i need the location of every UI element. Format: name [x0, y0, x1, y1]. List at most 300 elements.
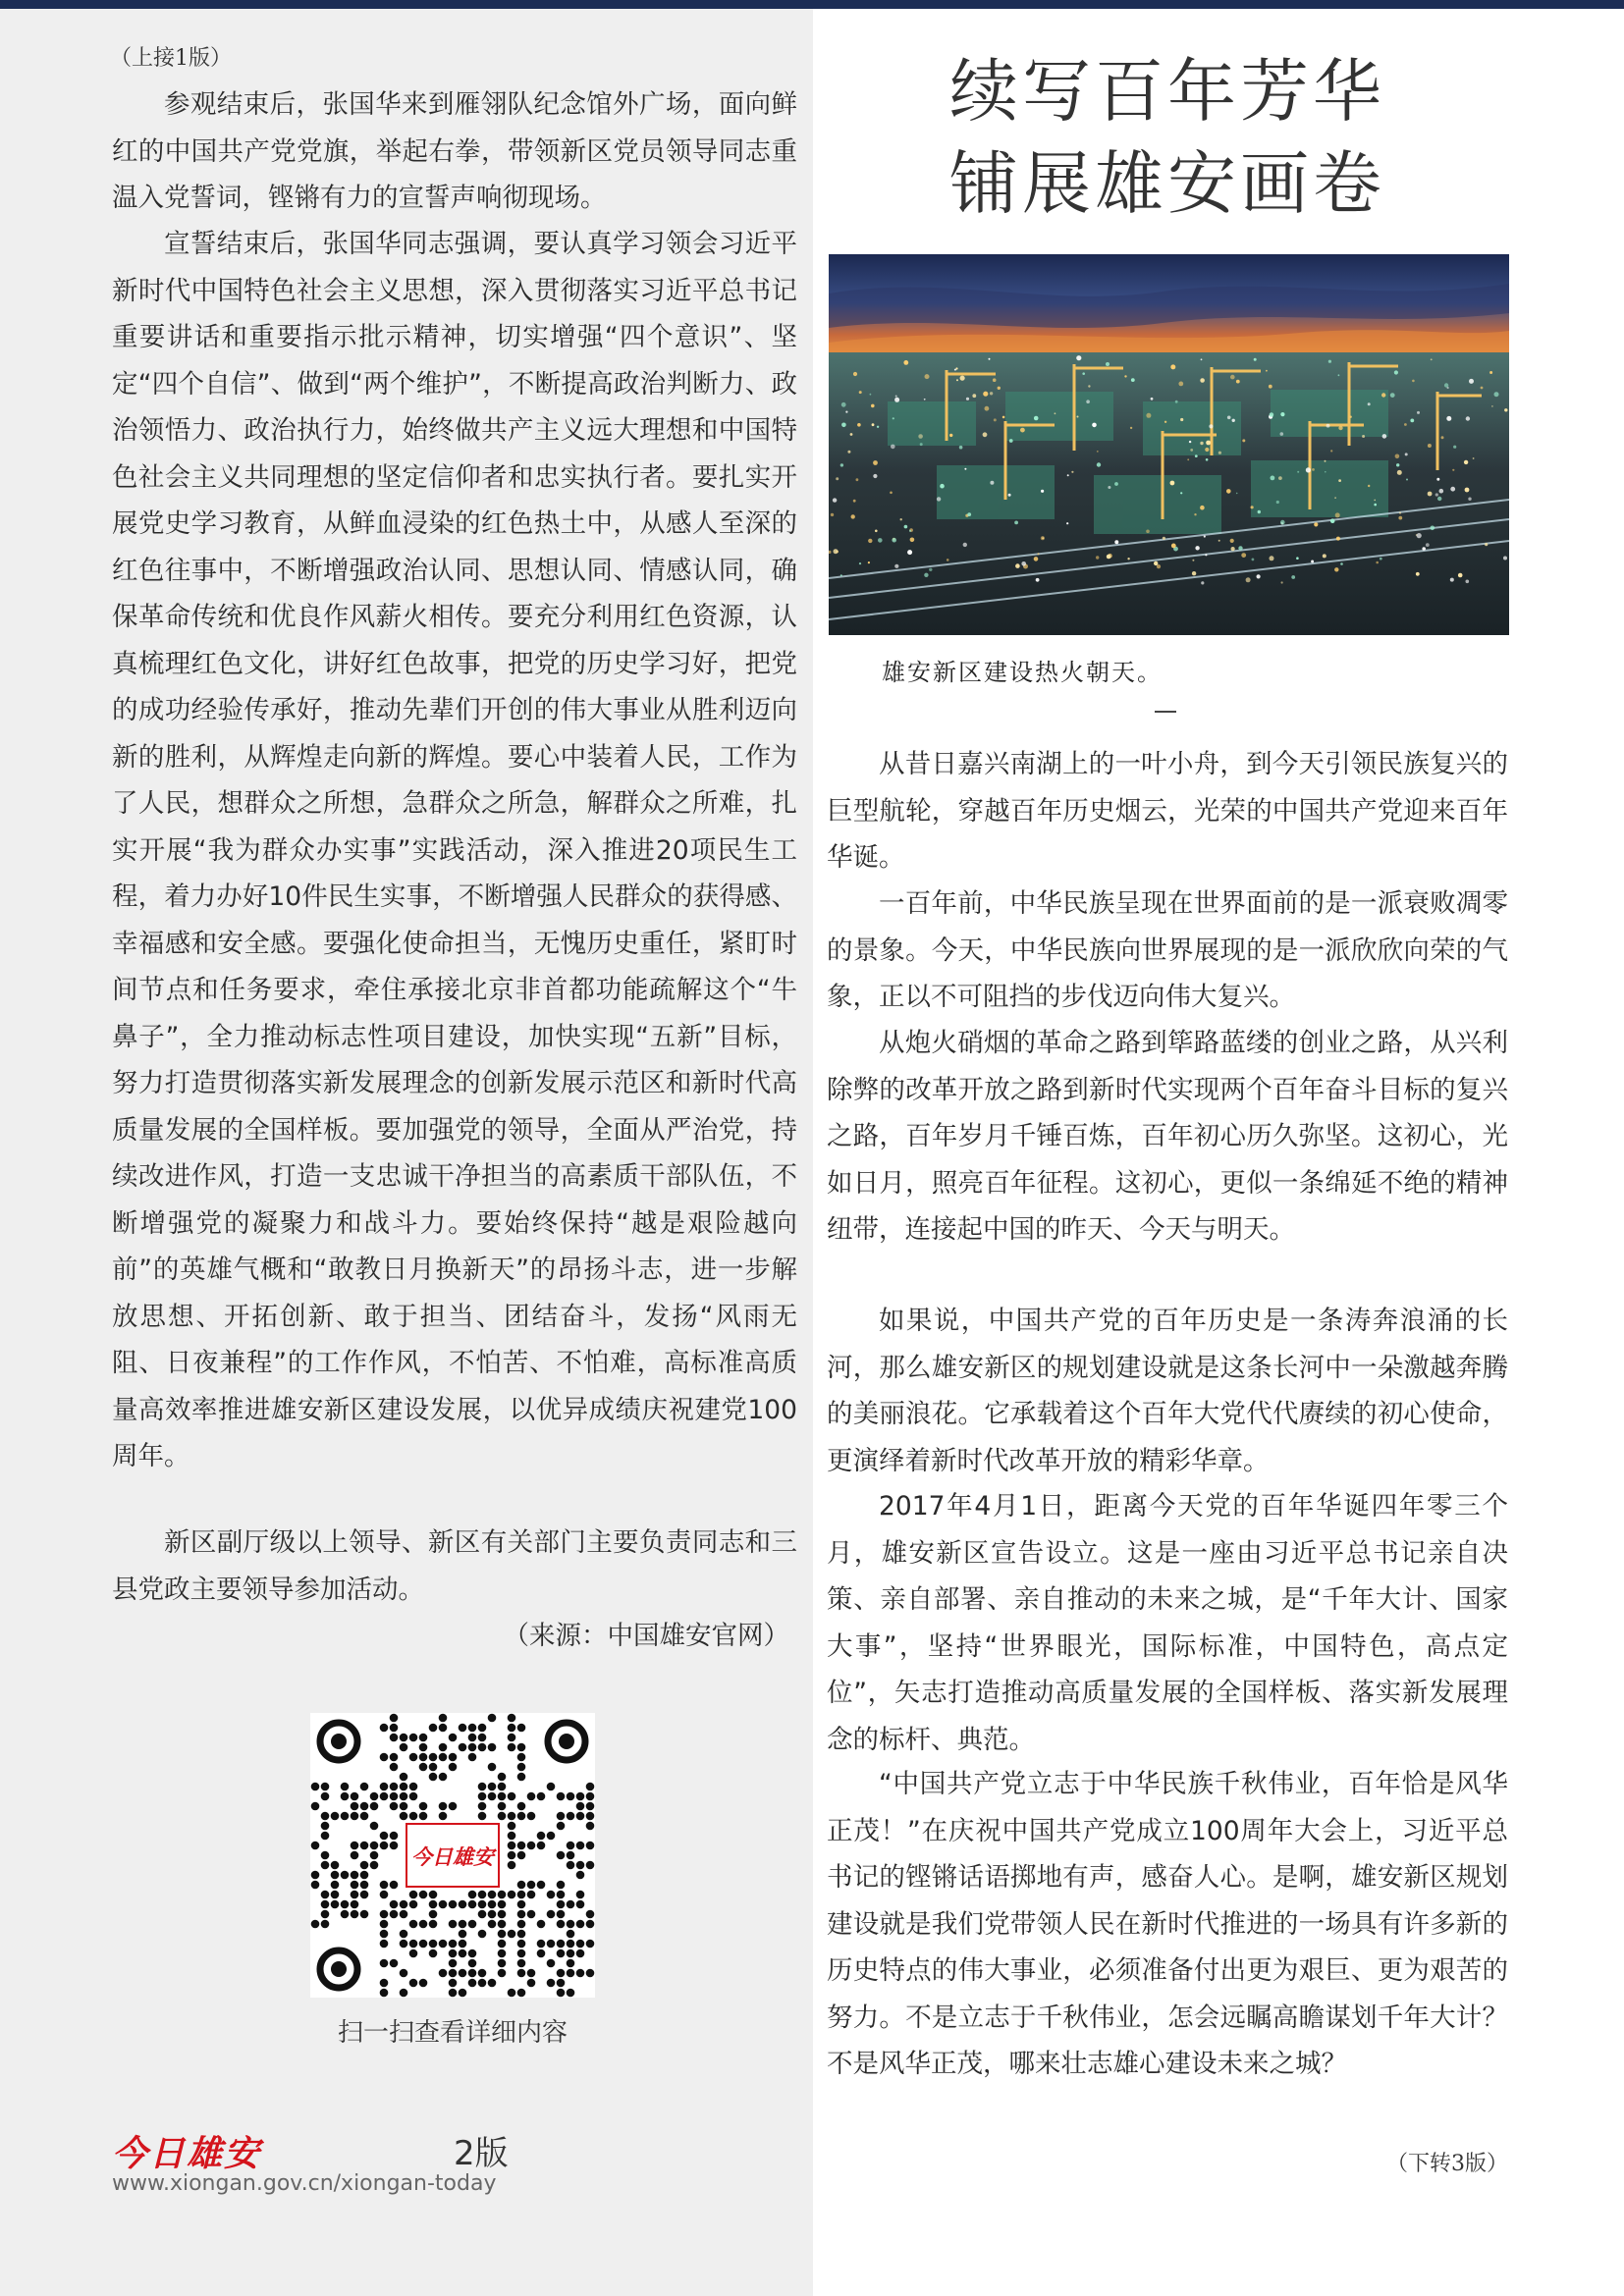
city-light	[1381, 393, 1385, 397]
qr-dot	[311, 1881, 320, 1890]
continued-to-note: （下转3版）	[1386, 2152, 1508, 2176]
qr-dot	[567, 1930, 575, 1939]
city-light	[1252, 559, 1255, 561]
city-light	[841, 402, 846, 407]
qr-dot	[488, 1714, 497, 1723]
city-light	[1503, 557, 1507, 561]
city-light	[872, 423, 875, 426]
qr-dot	[576, 1969, 585, 1978]
qr-dot	[567, 1842, 575, 1850]
qr-dot	[449, 1979, 458, 1988]
qr-dot	[409, 1783, 418, 1791]
qr-dot	[576, 1802, 585, 1811]
city-light	[1458, 573, 1463, 578]
city-light	[1071, 471, 1073, 473]
city-light	[960, 376, 965, 381]
city-light	[1124, 375, 1126, 377]
qr-dot	[321, 1812, 330, 1821]
qr-dot	[567, 1861, 575, 1870]
city-light	[1398, 516, 1402, 520]
qr-dot	[390, 1802, 399, 1811]
city-light	[1082, 372, 1085, 375]
headline-line-1: 续写百年芳华	[949, 51, 1385, 132]
qr-dot	[468, 1743, 477, 1752]
city-light	[890, 492, 893, 495]
qr-dot	[321, 1910, 330, 1919]
city-light	[972, 394, 976, 398]
qr-dot	[576, 1871, 585, 1880]
qr-dot	[351, 1910, 359, 1919]
qr-dot	[341, 1792, 350, 1801]
qr-dot	[498, 1802, 507, 1811]
qr-dot	[557, 1940, 566, 1949]
qr-dot	[567, 1949, 575, 1958]
qr-dot	[459, 1724, 467, 1733]
qr-dot	[341, 1783, 350, 1791]
qr-dot	[488, 1979, 497, 1988]
qr-dot	[468, 1969, 477, 1978]
city-light	[1206, 458, 1209, 461]
qr-dot	[478, 1930, 487, 1939]
city-light	[856, 478, 859, 481]
qr-dot	[390, 1900, 399, 1909]
qr-dot	[449, 1920, 458, 1929]
qr-dot	[517, 1959, 526, 1968]
city-light	[1439, 489, 1444, 494]
qr-dot	[380, 1920, 389, 1929]
city-light	[877, 426, 879, 428]
qr-dot	[557, 1792, 566, 1801]
qr-dot	[567, 1969, 575, 1978]
qr-dot	[380, 1792, 389, 1801]
city-light	[1189, 441, 1191, 443]
city-light	[1106, 362, 1110, 366]
city-light	[963, 543, 967, 547]
qr-dot	[351, 1851, 359, 1860]
qr-dot	[557, 1920, 566, 1929]
city-light	[1280, 432, 1284, 436]
city-light	[949, 434, 952, 437]
qr-dot	[380, 1753, 389, 1762]
qr-dot	[341, 1812, 350, 1821]
right-paragraph-4: 如果说，中国共产党的百年历史是一条涛奔浪涌的长河，那么雄安新区的规划建设就是这条长河中一朵激越奔腾的美丽浪花。它承载着这个百年大党代代赓续的初心使命，更演绎着新时代改革开放的精彩华章。	[827, 1306, 1508, 1476]
qr-dot	[351, 1792, 359, 1801]
city-light	[893, 417, 894, 419]
qr-dot	[517, 1753, 526, 1762]
qr-dot	[567, 1812, 575, 1821]
city-light	[831, 513, 834, 516]
qr-dot	[311, 1802, 320, 1811]
qr-dot	[468, 1724, 477, 1733]
left-paragraph-speech: 宣誓结束后，张国华同志强调，要认真学习领会习近平新时代中国特色社会主义思想，深入贯彻落实习近平总书记重要讲话和重要指示批示精神，切实增强“四个意识”、坚定“四个自信”、做到“两个维护”，不断提高政治判断力、政治领悟力、政治执行力，始终做共产主义远大理想和中国特色社会主义共同理想的坚定信仰者和忠实执行者。要扎实开展党史学习教育，从鲜血浸染的红色热土中，从感人至深的红色往事中，不断增强政治认同、思想认同、情感认同，确保革命传统和优良作风薪火相传。要充分利用红色资源，认真梳理红色文化，讲好红色故事，把党的历史学习好，把党的成功经验传承好，推动先辈们开创的伟大事业从胜利迈向新的胜利，从辉煌走向新的辉煌。要心中装着人民，工作为了人民，想群众之所想，急群众之所急，解群众之所难，扎实开展“我为群众办实事”实践活动，深入推进20项民生工程，着力办好10件民生实事，不断增强人民群众的获得感、幸福感和安全感。要强化使命担当，无愧历史重任，紧盯时间节点和任务要求，牵住承接北京非首都功能疏解这个“牛鼻子”，全力推动标志性项目建设，加快实现“五新”目标，努力打造贯彻落实新发展理念的创新发展示范区和新时代高质量发展的全国样板。要加强党的领导，全面从严治党，持续改进作风，打造一支忠诚干净担当的高素质干部队伍，不断增强党的凝聚力和战斗力。要始终保持“越是艰险越向前”的英雄气概和“敢教日月换新天”的昂扬斗志，进一步解放思想、开拓创新、敢于担当、团结奋斗，发扬“风雨无阻、日夜兼程”的工作作风，不怕苦、不怕难，高标准高质量高效率推进雄安新区建设发展，以优异成绩庆祝建党100周年。	[112, 229, 797, 1471]
city-light	[875, 530, 878, 533]
qr-dot	[576, 1900, 585, 1909]
city-light	[1468, 498, 1471, 501]
qr-dot	[331, 1861, 340, 1870]
city-light	[1441, 436, 1444, 439]
qr-dot	[380, 1842, 389, 1850]
city-light	[1092, 423, 1097, 428]
city-light	[1175, 400, 1178, 403]
qr-dot	[400, 1802, 408, 1811]
qr-dot	[459, 1949, 467, 1958]
qr-dot	[576, 1792, 585, 1801]
qr-dot	[488, 1743, 497, 1752]
qr-dot	[478, 1734, 487, 1742]
qr-dot	[370, 1842, 379, 1850]
city-light	[1311, 561, 1314, 563]
city-light	[1231, 547, 1235, 551]
city-light	[1489, 371, 1492, 374]
city-light	[1314, 522, 1318, 526]
city-light	[1236, 493, 1238, 495]
qr-dot	[351, 1802, 359, 1811]
qr-dot	[370, 1861, 379, 1870]
city-light	[1180, 492, 1182, 494]
city-light	[1218, 540, 1220, 542]
city-light	[1107, 555, 1111, 560]
qr-dot	[468, 1753, 477, 1762]
qr-dot	[567, 1792, 575, 1801]
city-light	[1395, 454, 1400, 459]
qr-dot	[390, 1832, 399, 1841]
qr-code[interactable]	[310, 1713, 595, 1998]
city-light	[1195, 546, 1199, 550]
city-light	[1437, 497, 1441, 501]
qr-dot	[508, 1851, 516, 1860]
city-light	[990, 392, 993, 395]
qr-dot	[517, 1920, 526, 1929]
qr-dot	[321, 1861, 330, 1870]
city-light	[870, 394, 872, 396]
city-light	[985, 406, 990, 411]
qr-dot	[537, 1940, 546, 1949]
qr-dot	[586, 1792, 595, 1801]
qr-dot	[409, 1940, 418, 1949]
city-light	[834, 549, 839, 554]
city-light	[1154, 561, 1158, 565]
qr-dot	[449, 1949, 458, 1958]
qr-dot	[390, 1753, 399, 1762]
qr-dot	[419, 1920, 428, 1929]
qr-dot	[547, 1940, 556, 1949]
city-light	[918, 434, 923, 439]
city-light	[1399, 511, 1401, 513]
city-light	[910, 538, 915, 543]
city-light	[959, 446, 963, 450]
city-light	[1380, 558, 1382, 561]
qr-dot	[557, 1989, 566, 1998]
qr-dot	[409, 1753, 418, 1762]
city-light	[1200, 506, 1205, 510]
qr-dot	[311, 1783, 320, 1791]
qr-dot	[341, 1900, 350, 1909]
qr-dot	[576, 1891, 585, 1899]
city-light	[1396, 463, 1399, 466]
city-light	[1194, 513, 1196, 515]
city-light	[1325, 460, 1326, 462]
city-light	[1338, 374, 1340, 376]
city-light	[1021, 561, 1026, 566]
qr-dot	[567, 1940, 575, 1949]
city-light	[967, 512, 971, 516]
city-light	[983, 392, 988, 397]
city-light	[1077, 416, 1079, 418]
city-light	[1312, 468, 1315, 471]
city-light	[895, 396, 897, 398]
city-light	[1114, 482, 1118, 486]
city-light	[1270, 556, 1274, 561]
city-light	[1504, 408, 1507, 411]
city-light	[1280, 520, 1285, 525]
city-light	[1232, 419, 1235, 422]
city-light	[1266, 370, 1268, 372]
city-light	[1291, 575, 1295, 579]
qr-dot	[488, 1792, 497, 1801]
qr-dot	[517, 1724, 526, 1733]
city-light	[1178, 382, 1183, 387]
city-light	[1390, 393, 1395, 398]
qr-dot	[468, 1949, 477, 1958]
city-light	[1397, 470, 1402, 475]
publication-logo: 今日雄安	[112, 2133, 262, 2174]
qr-dot	[360, 1861, 369, 1870]
qr-dot	[400, 1940, 408, 1949]
qr-dot	[400, 1989, 408, 1998]
qr-dot	[409, 1949, 418, 1958]
city-light	[1127, 558, 1129, 560]
qr-dot	[557, 1881, 566, 1890]
qr-dot	[370, 1851, 379, 1860]
qr-dot	[508, 1842, 516, 1850]
city-light	[1067, 474, 1069, 476]
qr-dot	[498, 1949, 507, 1958]
qr-dot	[459, 1940, 467, 1949]
qr-dot	[370, 1822, 379, 1831]
city-light	[1038, 553, 1040, 555]
city-light	[1097, 462, 1101, 466]
qr-dot	[360, 1802, 369, 1811]
qr-dot	[517, 1812, 526, 1821]
qr-dot	[390, 1842, 399, 1850]
qr-dot	[311, 1842, 320, 1850]
qr-dot	[567, 1920, 575, 1929]
construction-night-photo	[829, 254, 1509, 635]
city-light	[850, 433, 853, 436]
qr-dot	[517, 1900, 526, 1909]
qr-dot	[331, 1871, 340, 1880]
qr-dot	[341, 1871, 350, 1880]
qr-dot	[517, 1842, 526, 1850]
qr-dot	[351, 1900, 359, 1909]
qr-dot	[459, 1900, 467, 1909]
photo-illustration	[829, 254, 1509, 635]
qr-dot	[468, 1900, 477, 1909]
qr-dot	[449, 1940, 458, 1949]
qr-dot	[586, 1920, 595, 1929]
qr-dot	[498, 1783, 507, 1791]
city-light	[1374, 500, 1376, 502]
qr-dot	[419, 1743, 428, 1752]
city-light	[1170, 364, 1175, 369]
qr-dot	[478, 1783, 487, 1791]
city-light	[1412, 380, 1415, 383]
qr-dot	[390, 1959, 399, 1968]
city-light	[903, 360, 908, 365]
qr-dot	[547, 1979, 556, 1988]
qr-dot	[449, 1989, 458, 1998]
qr-dot	[380, 1940, 389, 1949]
city-light	[1431, 526, 1435, 531]
qr-dot	[557, 1900, 566, 1909]
city-light	[983, 432, 988, 437]
qr-dot	[380, 1881, 389, 1890]
qr-dot	[468, 1734, 477, 1742]
city-light	[1201, 581, 1204, 584]
city-light	[1446, 416, 1451, 421]
qr-dot	[360, 1842, 369, 1850]
city-light	[998, 387, 1001, 390]
city-light	[1435, 493, 1438, 496]
city-light	[1376, 561, 1379, 564]
qr-dot	[380, 1989, 389, 1998]
city-light	[1416, 572, 1420, 576]
qr-dot	[400, 1812, 408, 1821]
qr-dot	[468, 1959, 477, 1968]
qr-dot	[517, 1891, 526, 1899]
qr-dot	[478, 1743, 487, 1752]
qr-dot	[508, 1930, 516, 1939]
qr-dot	[439, 1724, 448, 1733]
city-light	[1034, 416, 1039, 421]
city-light	[1200, 378, 1205, 383]
qr-dot	[351, 1891, 359, 1899]
qr-dot	[517, 1949, 526, 1958]
qr-dot	[341, 1910, 350, 1919]
website-url[interactable]: www.xiongan.gov.cn/xiongan-today	[112, 2171, 497, 2196]
qr-dot	[390, 1881, 399, 1890]
qr-dot	[468, 1891, 477, 1899]
city-light	[900, 518, 902, 520]
city-light	[1417, 411, 1420, 414]
qr-dot	[557, 1851, 566, 1860]
qr-dot	[488, 1783, 497, 1791]
qr-dot	[321, 1900, 330, 1909]
city-light	[1055, 412, 1056, 414]
city-light	[1280, 412, 1284, 416]
qr-dot	[537, 1881, 546, 1890]
qr-dot	[400, 1783, 408, 1791]
city-light	[1076, 355, 1081, 360]
qr-dot	[419, 1802, 428, 1811]
city-light	[1180, 418, 1183, 421]
qr-dot	[557, 1979, 566, 1988]
qr-dot	[508, 1812, 516, 1821]
qr-dot	[380, 1959, 389, 1968]
qr-dot	[547, 1832, 556, 1841]
city-light	[1330, 450, 1332, 452]
qr-dot	[517, 1802, 526, 1811]
city-light	[1146, 413, 1151, 418]
qr-dot	[508, 1792, 516, 1801]
qr-dot	[400, 1930, 408, 1939]
qr-dot	[439, 1812, 448, 1821]
city-light	[853, 372, 857, 376]
qr-dot	[370, 1802, 379, 1811]
qr-dot	[547, 1891, 556, 1899]
qr-dot	[468, 1920, 477, 1929]
qr-dot	[321, 1891, 330, 1899]
qr-dot	[537, 1949, 546, 1958]
qr-dot	[557, 1910, 566, 1919]
source-note: （来源：中国雄安官网）	[503, 1621, 789, 1651]
qr-dot	[576, 1812, 585, 1821]
qr-dot	[557, 1969, 566, 1978]
qr-dot	[478, 1812, 487, 1821]
qr-dot	[351, 1881, 359, 1890]
qr-dot	[468, 1979, 477, 1988]
qr-dot	[517, 1881, 526, 1890]
qr-dot	[400, 1792, 408, 1801]
qr-dot	[321, 1822, 330, 1831]
qr-dot	[360, 1812, 369, 1821]
city-light	[1306, 467, 1311, 472]
city-light	[1338, 426, 1342, 430]
city-light	[929, 568, 932, 571]
qr-dot	[517, 1930, 526, 1939]
qr-dot	[537, 1842, 546, 1850]
city-light	[1450, 487, 1455, 492]
city-light	[940, 484, 945, 489]
qr-dot	[400, 1900, 408, 1909]
qr-dot	[380, 1783, 389, 1791]
qr-dot	[360, 1783, 369, 1791]
qr-dot	[586, 1812, 595, 1821]
right-paragraph-5: 2017年4月1日，距离今天党的百年华诞四年零三个月，雄安新区宣告设立。这是一座由习近平总书记亲自决策、亲自部署、亲自推动的未来之城，是“千年大计、国家大事”，坚持“世界眼光，国际标准，中国特色，高点定位”，矢志打造推动高质量发展的全国样板、落实新发展理念的标杆、典范。	[827, 1491, 1508, 1755]
qr-dot	[557, 1812, 566, 1821]
city-light	[873, 474, 877, 478]
city-light	[1368, 402, 1371, 405]
qr-dot	[567, 1989, 575, 1998]
qr-dot	[459, 1989, 467, 1998]
city-light	[994, 418, 997, 421]
qr-dot	[459, 1920, 467, 1929]
city-light	[1238, 546, 1242, 550]
qr-dot	[517, 1763, 526, 1772]
qr-dot	[400, 1910, 408, 1919]
city-light	[1034, 557, 1039, 561]
qr-dot	[557, 1891, 566, 1899]
qr-dot	[527, 1910, 536, 1919]
city-light	[1271, 476, 1275, 481]
qr-dot	[527, 1979, 536, 1988]
qr-dot	[576, 1949, 585, 1958]
qr-dot	[498, 1773, 507, 1782]
city-light	[1466, 580, 1470, 584]
qr-dot	[527, 1891, 536, 1899]
city-light	[1326, 424, 1330, 428]
qr-dot	[547, 1959, 556, 1968]
city-light	[1009, 439, 1013, 443]
city-light	[1426, 543, 1430, 547]
left-paragraph-attendees: 新区副厅级以上领导、新区有关部门主要负责同志和三县党政主要领导参加活动。	[112, 1527, 797, 1605]
qr-dot	[478, 1900, 487, 1909]
qr-dot	[439, 1743, 448, 1752]
qr-dot	[517, 1743, 526, 1752]
qr-dot	[557, 1822, 566, 1831]
city-light	[909, 530, 911, 532]
qr-dot	[321, 1783, 330, 1791]
